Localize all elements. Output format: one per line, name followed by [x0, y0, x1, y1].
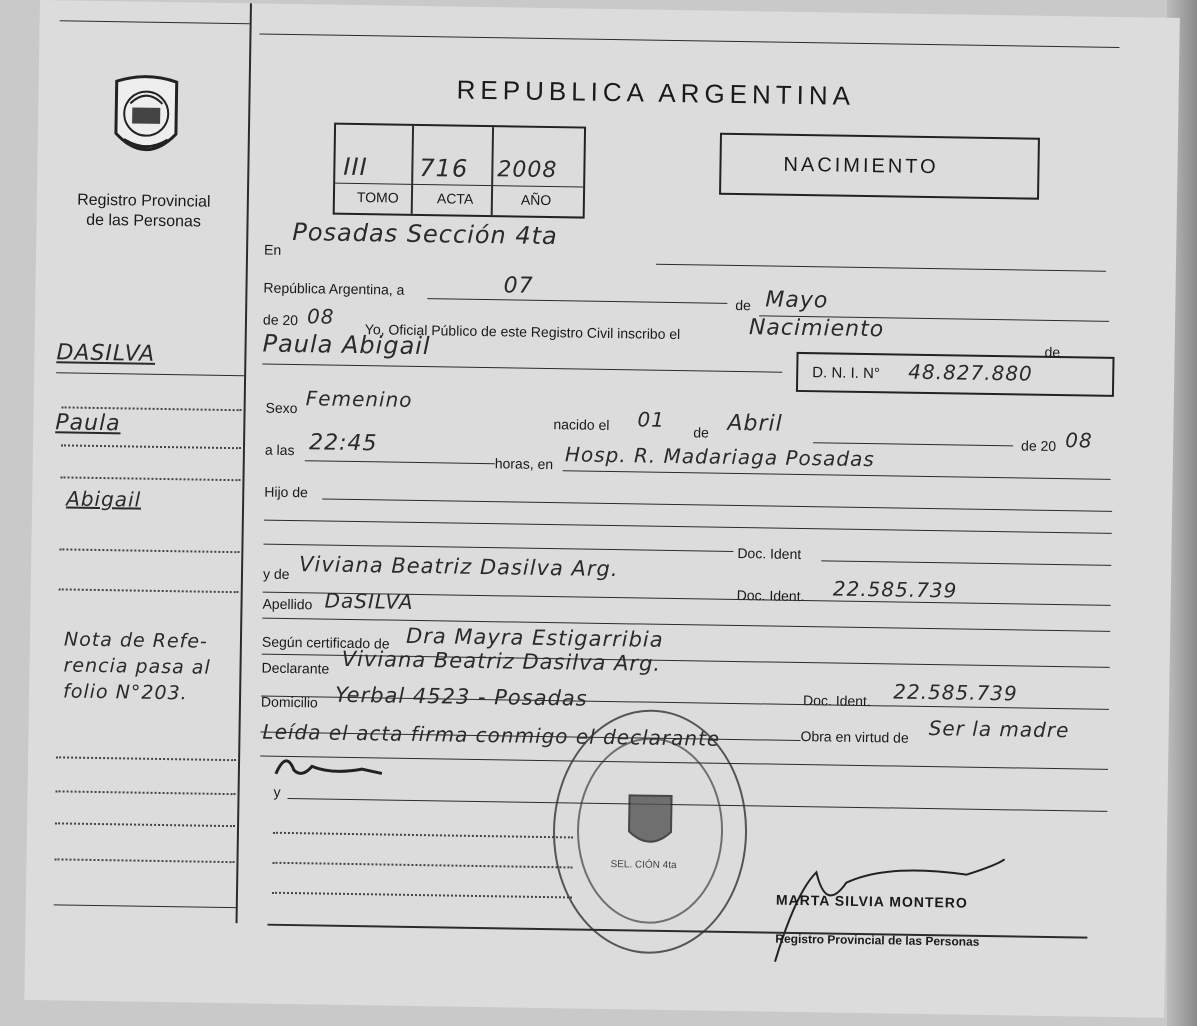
- day-value: 07: [503, 273, 534, 299]
- margin-rule-6: [59, 588, 239, 593]
- dni-label: D. N. I. N°: [812, 364, 881, 383]
- apellido-rule: [262, 618, 1110, 632]
- record-divider-1: [411, 126, 414, 214]
- hour-rule: [305, 460, 495, 464]
- hijo-label: Hijo de: [264, 483, 309, 501]
- official-stamp: [551, 708, 749, 955]
- declarante-value: Viviana Beatriz Dasilva Arg.: [341, 646, 662, 676]
- birth-certificate-page: [24, 0, 1180, 1018]
- obra-value: Ser la madre: [928, 716, 1070, 743]
- margin-rule-1: [56, 372, 244, 376]
- margin-rule-9: [55, 822, 235, 827]
- margin-rule-bottom: [54, 904, 236, 908]
- certificate-type-box: [719, 133, 1040, 200]
- margin-rule-5: [59, 548, 239, 553]
- hijo-rule-1: [322, 498, 1112, 511]
- margin-rule-7: [56, 756, 236, 761]
- margin-surname: DASILVA: [56, 340, 156, 367]
- inscribo-value: Nacimiento: [748, 315, 885, 343]
- dni-box: [796, 352, 1115, 397]
- margin-rule-3: [61, 444, 241, 449]
- y-label: y: [273, 783, 281, 800]
- cert-value: Dra Mayra Estigarribia: [405, 623, 664, 652]
- hijo-rule-2: [264, 520, 1112, 534]
- record-number-box: [333, 123, 586, 219]
- birth-month: Abril: [727, 410, 783, 437]
- official-role: Registro Provincial de las Personas: [775, 931, 980, 949]
- doc-ident-rule-1: [821, 560, 1111, 566]
- registry-name: [58, 190, 229, 233]
- registry-name-line1: Registro Provincial: [77, 191, 211, 211]
- acta-value: 716: [419, 153, 469, 183]
- hour-value: 22:45: [308, 430, 378, 457]
- margin-rule-10: [54, 858, 234, 863]
- certificate-type: NACIMIENTO: [783, 153, 939, 179]
- y-rule-4: [272, 892, 572, 899]
- alas-label: a las: [264, 441, 295, 459]
- en-value: Posadas Sección 4ta: [292, 217, 558, 251]
- margin-note-line1: Nota de Refe-: [63, 628, 209, 653]
- name-rule: [262, 364, 782, 373]
- hijo-rule-3: [263, 544, 733, 552]
- margin-note-line2: rencia pasa al: [63, 654, 211, 679]
- country-title: REPUBLICA ARGENTINA: [456, 74, 856, 111]
- birth-day: 01: [637, 407, 666, 432]
- leida-value: Leída el acta firma conmigo el declarante: [262, 719, 721, 751]
- margin-rule-4: [60, 476, 240, 481]
- mother-dni: 22.585.739: [832, 576, 958, 603]
- record-label-rule: [335, 183, 583, 188]
- top-rule-left: [60, 20, 250, 24]
- domicilio-value: Yerbal 4523 - Posadas: [334, 682, 588, 711]
- margin-rule-8: [56, 790, 236, 795]
- official-name: MARTA SILVIA MONTERO: [775, 891, 968, 911]
- republica-label: República Argentina, a: [263, 279, 405, 298]
- doc-ident-label-2: Doc. Ident.: [736, 587, 805, 605]
- acta-label: ACTA: [436, 190, 474, 207]
- de-year-prefix: de 20: [1020, 437, 1057, 455]
- place-rule: [563, 470, 1111, 480]
- declarante-dni: 22.585.739: [893, 679, 1018, 706]
- sexo-value: Femenino: [305, 386, 413, 412]
- place-value: Hosp. R. Madariaga Posadas: [564, 442, 875, 472]
- top-rule-right: [259, 33, 1119, 48]
- apellido-label: Apellido: [262, 595, 313, 613]
- margin-first-name: Paula: [55, 410, 121, 437]
- oficial-text: Yo, Oficial Público de este Registro Civil inscribo el: [364, 321, 681, 343]
- y-rule-3: [272, 862, 572, 869]
- dni-value: 48.827.880: [908, 359, 1033, 386]
- margin-note-line3: folio N°203.: [62, 680, 188, 705]
- yde-label: y de: [262, 565, 290, 582]
- tomo-value: III: [343, 152, 368, 182]
- record-divider-2: [491, 127, 494, 215]
- sexo-label: Sexo: [265, 399, 298, 417]
- month-value: Mayo: [765, 287, 829, 314]
- en-rule: [656, 264, 1106, 272]
- day-rule: [427, 298, 727, 304]
- doc-ident-label-3: Doc. Ident.: [802, 692, 871, 710]
- y-rule-2: [273, 832, 573, 839]
- en-label: En: [263, 241, 282, 258]
- declarante-label: Declarante: [261, 659, 330, 677]
- de-label: de: [735, 296, 751, 314]
- doc-ident-label-1: Doc. Ident: [737, 545, 802, 563]
- apellido-value: DaSILVA: [324, 588, 414, 614]
- stamp-bottom-text: SEL. CIÓN 4ta: [610, 859, 677, 872]
- name-value: Paula Abigail: [262, 329, 431, 361]
- registry-name-line2: de las Personas: [86, 211, 202, 231]
- year-prefix: de 20: [262, 311, 299, 329]
- anio-label: AÑO: [520, 191, 552, 209]
- de3-label: de: [693, 424, 709, 441]
- segun-label: Según certificado de: [261, 633, 390, 652]
- margin-note: [63, 626, 211, 706]
- stamp-seal-icon: [625, 791, 676, 852]
- anio-value: 2008: [497, 157, 558, 184]
- mother-value: Viviana Beatriz Dasilva Arg.: [298, 552, 619, 582]
- tomo-label: TOMO: [356, 189, 399, 206]
- year-value: 08: [306, 304, 335, 329]
- birth-year: 08: [1065, 428, 1093, 453]
- margin-second-name: Abigail: [65, 486, 142, 512]
- domicilio-label: Domicilio: [260, 693, 318, 711]
- official-signature: [765, 852, 1017, 976]
- horas-label: horas, en: [494, 455, 554, 473]
- column-divider: [236, 3, 252, 923]
- obra-label: Obra en virtud de: [800, 728, 909, 746]
- province-seal-icon: [109, 73, 182, 164]
- nacido-label: nacido el: [553, 416, 610, 433]
- de2-label: de: [1044, 343, 1061, 361]
- declarant-signature: [272, 744, 393, 786]
